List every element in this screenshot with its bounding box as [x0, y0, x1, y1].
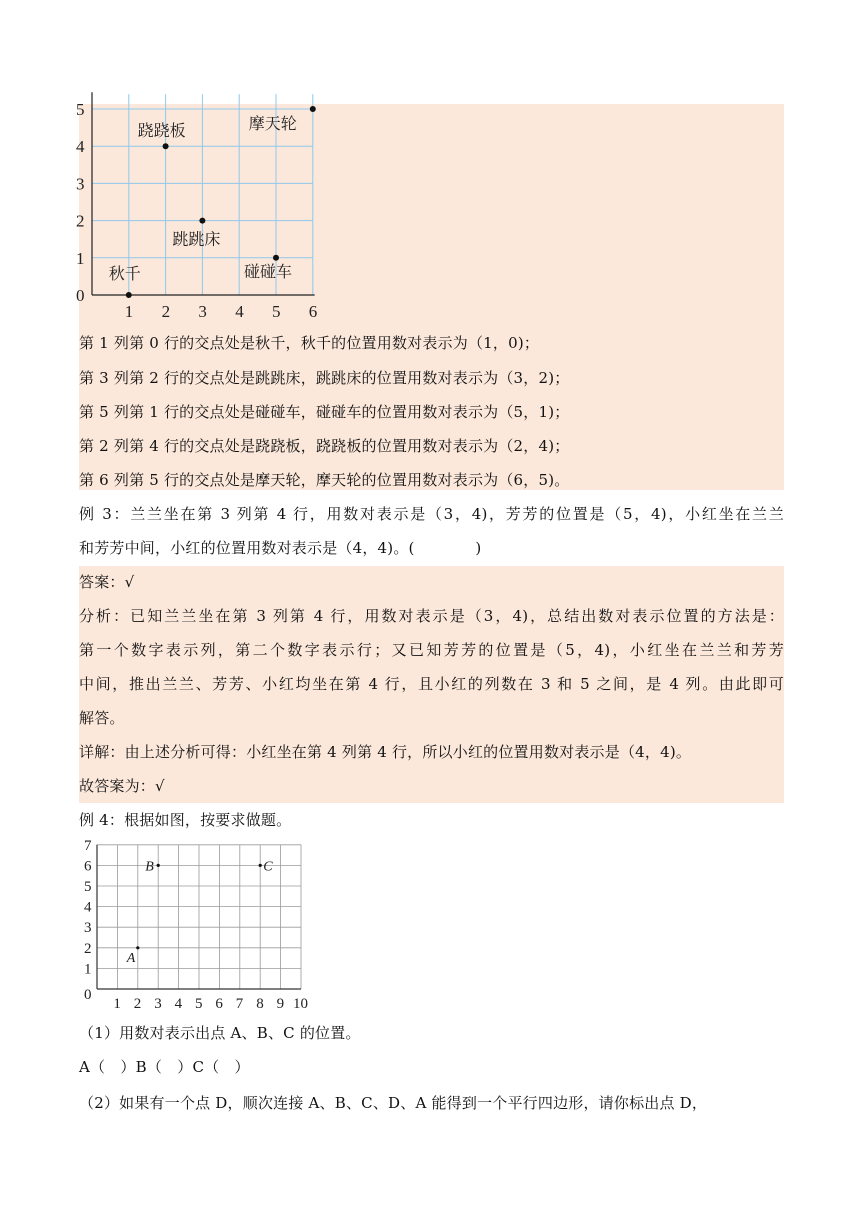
text-line-2: 第 3 列第 2 行的交点处是跳跳床，跳跳床的位置用数对表示为（3，2)； — [79, 369, 570, 387]
detail-line: 详解：由上述分析可得：小红坐在第 4 列第 4 行，所以小红的位置用数对表示是（4，4)。 — [79, 743, 692, 761]
question-1-blanks: A（ ）B（ ）C（ ） — [79, 1058, 250, 1076]
point-label: 跷跷板 — [137, 121, 186, 141]
point-label: 秋千 — [108, 264, 141, 283]
data-point — [259, 864, 262, 867]
data-point — [163, 143, 169, 149]
data-point — [310, 106, 316, 112]
x-tick-label: 2 — [161, 302, 171, 321]
y-tick-label: 7 — [84, 837, 92, 854]
y-tick-label: 3 — [84, 920, 92, 937]
text-line-1: 第 1 列第 0 行的交点处是秋千，秋千的位置用数对表示为（1，0)； — [79, 334, 540, 352]
answer-line: 答案：√ — [79, 573, 135, 591]
y-tick-label: 1 — [84, 961, 92, 978]
analysis-line-3: 中间，推出兰兰、芳芳、小红均坐在第 4 行，且小红的列数在 3 和 5 之间，是 4 列。由此即可 — [79, 675, 784, 693]
data-point — [136, 946, 139, 949]
point-label: A — [126, 950, 136, 966]
text-line-5: 第 6 列第 5 行的交点处是摩天轮，摩天轮的位置用数对表示为（6，5)。 — [79, 471, 570, 489]
point-label: C — [263, 859, 273, 875]
coordinate-grid-playground — [70, 98, 390, 328]
x-tick-label: 3 — [154, 996, 162, 1012]
analysis-line-1: 分析：已知兰兰坐在第 3 列第 4 行，用数对表示是（3，4)，总结出数对表示位置的方法是： — [79, 607, 784, 625]
y-tick-label: 2 — [76, 211, 85, 231]
analysis-line-4: 解答。 — [79, 709, 125, 727]
x-tick-label: 1 — [124, 302, 134, 321]
data-point — [157, 864, 160, 867]
text-line-3: 第 5 列第 1 行的交点处是碰碰车，碰碰车的位置用数对表示为（5，1)； — [79, 403, 570, 421]
x-tick-label: 5 — [195, 996, 203, 1012]
example-4-line: 例 4：根据如图，按要求做题。 — [79, 811, 292, 829]
data-point — [199, 218, 205, 224]
x-tick-label: 7 — [235, 996, 244, 1012]
point-label: 摩天轮 — [248, 114, 297, 133]
question-2-line: （2）如果有一个点 D，顺次连接 A、B、C、D、A 能得到一个平行四边形，请你标出点 D， — [79, 1094, 708, 1112]
point-label: 跳跳床 — [172, 229, 221, 249]
point-label: B — [145, 859, 154, 875]
text-line-4: 第 2 列第 4 行的交点处是跷跷板，跷跷板的位置用数对表示为（2，4)； — [79, 437, 570, 455]
example-3-line-2: 和芳芳中间，小红的位置用数对表示是（4，4)。( ) — [79, 539, 482, 557]
y-tick-label: 5 — [76, 100, 85, 119]
x-tick-label: 1 — [113, 996, 121, 1012]
x-tick-label: 5 — [272, 302, 281, 321]
y-tick-label: 0 — [84, 987, 92, 1003]
y-tick-label: 4 — [84, 899, 92, 916]
data-point — [126, 292, 132, 298]
final-answer-line: 故答案为：√ — [79, 777, 165, 795]
y-tick-label: 3 — [76, 174, 85, 194]
y-tick-label: 5 — [84, 879, 92, 895]
coordinate-grid-points-abc — [80, 836, 330, 1016]
y-tick-label: 6 — [84, 858, 92, 875]
y-tick-label: 2 — [84, 940, 92, 957]
y-tick-label: 0 — [76, 286, 85, 305]
x-tick-label: 3 — [198, 302, 207, 321]
y-tick-label: 4 — [76, 137, 85, 157]
x-tick-label: 6 — [215, 996, 223, 1012]
x-tick-label: 4 — [235, 302, 244, 321]
x-tick-label: 10 — [293, 996, 308, 1012]
question-1-line: （1）用数对表示出点 A、B、C 的位置。 — [79, 1024, 361, 1042]
x-tick-label: 4 — [174, 996, 183, 1012]
x-tick-label: 9 — [276, 996, 285, 1012]
x-tick-label: 6 — [308, 302, 318, 321]
analysis-line-2: 第一个数字表示列，第二个数字表示行；又已知芳芳的位置是（5，4)，小红坐在兰兰和芳芳 — [79, 641, 784, 659]
data-point — [273, 255, 279, 261]
example-3-line-1: 例 3：兰兰坐在第 3 列第 4 行，用数对表示是（3，4)，芳芳的位置是（5，4)，小红坐在兰兰 — [79, 505, 784, 523]
x-tick-label: 8 — [256, 996, 264, 1012]
x-tick-label: 2 — [133, 996, 142, 1012]
point-label: 碰碰车 — [244, 261, 293, 281]
y-tick-label: 1 — [76, 248, 85, 268]
